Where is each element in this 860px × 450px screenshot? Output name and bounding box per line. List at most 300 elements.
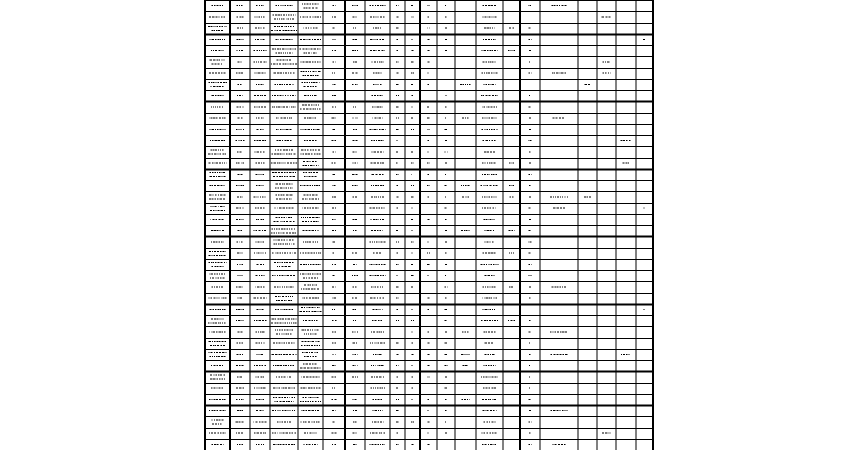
cell-text-mark [380, 286, 381, 287]
cell-text-mark [315, 118, 316, 119]
cell-text-mark [311, 129, 312, 130]
cell-text-mark [287, 322, 288, 323]
cell-text-mark [382, 219, 384, 220]
cell-text-mark [276, 343, 278, 344]
cell-text-mark [281, 266, 283, 267]
cell-text-mark [396, 444, 398, 445]
cell-text-mark [333, 28, 335, 29]
cell-text-mark [427, 84, 428, 85]
cell-text-mark [486, 331, 487, 332]
cell-text-mark [306, 388, 307, 389]
cell-text-mark [312, 71, 314, 72]
cell-text-mark [215, 39, 217, 40]
cell-text-mark [214, 230, 216, 231]
cell-text-mark [286, 129, 288, 130]
cell-text-mark [372, 129, 373, 130]
cell-text-mark [275, 217, 277, 218]
cell-text-mark [487, 410, 489, 411]
cell-text-mark [332, 185, 333, 186]
cell-text-mark [223, 206, 224, 207]
cell-text-mark [376, 16, 377, 17]
cell-text-mark [427, 264, 429, 265]
cell-text-mark [378, 410, 379, 411]
cell-text-mark [281, 376, 283, 377]
cell-text-mark [319, 185, 321, 186]
cell-text-mark [243, 399, 244, 400]
cell-text-mark [315, 176, 317, 177]
cell-text-mark [315, 208, 317, 209]
cell-text-mark [413, 421, 414, 422]
cell-text-mark [372, 106, 374, 107]
cell-text-mark [284, 376, 286, 377]
cell-text-mark [484, 196, 485, 197]
cell-text-mark [465, 331, 466, 332]
cell-text-mark [284, 262, 285, 263]
cell-text-mark [485, 16, 487, 17]
cell-text-mark [509, 28, 511, 29]
cell-text-mark [492, 286, 494, 287]
cell-text-mark [293, 322, 295, 323]
cell-text-mark [371, 151, 372, 152]
cell-text-mark [213, 118, 215, 119]
cell-text-mark [318, 105, 319, 106]
cell-text-mark [372, 275, 373, 276]
cell-text-mark [375, 354, 376, 355]
cell-text-mark [427, 253, 428, 254]
cell-text-mark [318, 253, 319, 254]
cell-text-mark [352, 39, 354, 40]
cell-text-mark [381, 433, 382, 434]
cell-text-mark [290, 176, 292, 177]
cell-text-mark [491, 118, 493, 119]
cell-text-mark [283, 195, 285, 196]
cell-text-mark [493, 365, 494, 366]
cell-text-mark [623, 140, 625, 141]
cell-text-mark [411, 275, 413, 276]
cell-text-mark [279, 199, 281, 200]
cell-text-mark [373, 365, 374, 366]
cell-text-mark [334, 264, 336, 265]
cell-text-mark [528, 275, 529, 276]
cell-text-mark [272, 318, 274, 319]
cell-text-mark [286, 154, 287, 155]
cell-text-mark [356, 174, 358, 175]
cell-text-mark [428, 410, 429, 411]
cell-text-mark [263, 129, 264, 130]
cell-text-mark [241, 163, 242, 164]
cell-text-mark [236, 421, 238, 422]
cell-text-mark [218, 140, 220, 141]
cell-text-mark [293, 221, 294, 222]
cell-text-mark [310, 71, 311, 72]
cell-text-mark [211, 399, 212, 400]
cell-text-mark [262, 185, 263, 186]
cell-text-mark [552, 286, 554, 287]
cell-text-mark [265, 73, 266, 74]
cell-text-mark [255, 286, 256, 287]
cell-text-mark [284, 140, 286, 141]
cell-text-mark [311, 52, 312, 53]
cell-text-mark [217, 172, 218, 173]
cell-text-mark [334, 388, 335, 389]
cell-text-mark [315, 334, 317, 335]
cell-text-mark [273, 365, 274, 366]
cell-text-mark [275, 150, 276, 151]
cell-text-mark [215, 262, 217, 263]
cell-text-mark [280, 73, 282, 74]
cell-text-mark [491, 331, 493, 332]
cell-text-mark [259, 410, 261, 411]
cell-text-mark [277, 95, 279, 96]
cell-text-mark [383, 16, 385, 17]
cell-text-mark [276, 129, 278, 130]
cell-text-mark [447, 95, 448, 96]
cell-text-mark [529, 331, 531, 332]
cell-text-mark [263, 388, 265, 389]
cell-text-mark [355, 140, 357, 141]
cell-text-mark [221, 273, 223, 274]
cell-text-mark [382, 129, 384, 130]
cell-text-mark [483, 5, 485, 6]
cell-text-mark [306, 264, 307, 265]
cell-text-mark [266, 50, 267, 51]
cell-text-mark [384, 388, 385, 389]
cell-text-mark [565, 410, 566, 411]
cell-text-mark [291, 300, 292, 301]
cell-text-mark [221, 30, 223, 31]
cell-text-mark [307, 86, 309, 87]
cell-text-mark [485, 343, 487, 344]
cell-text-mark [374, 421, 376, 422]
cell-text-mark [490, 376, 491, 377]
cell-text-mark [529, 241, 530, 242]
cell-text-mark [355, 253, 357, 254]
cell-text-mark [334, 73, 335, 74]
cell-text-mark [495, 16, 496, 17]
cell-text-mark [608, 73, 609, 74]
cell-text-mark [277, 208, 278, 209]
cell-text-mark [220, 345, 222, 346]
cell-text-mark [236, 163, 237, 164]
cell-text-mark [221, 298, 222, 299]
cell-text-mark [488, 388, 490, 389]
cell-text-mark [288, 388, 290, 389]
cell-text-mark [301, 71, 303, 72]
cell-text-mark [316, 376, 318, 377]
cell-text-mark [310, 334, 311, 335]
cell-text-mark [236, 354, 238, 355]
cell-text-mark [219, 298, 220, 299]
cell-text-mark [399, 264, 400, 265]
cell-text-mark [355, 5, 356, 6]
cell-text-mark [256, 343, 258, 344]
cell-text-mark [301, 307, 303, 308]
cell-text-mark [277, 64, 279, 65]
cell-text-mark [483, 140, 485, 141]
cell-text-mark [372, 174, 374, 175]
cell-text-mark [428, 331, 430, 332]
cell-text-mark [311, 172, 312, 173]
cell-text-mark [562, 118, 564, 119]
cell-text-mark [286, 150, 288, 151]
cell-text-mark [284, 176, 285, 177]
cell-text-mark [289, 228, 290, 229]
cell-text-mark [292, 354, 294, 355]
cell-text-mark [225, 433, 226, 434]
cell-text-mark [219, 410, 221, 411]
cell-text-mark [374, 61, 376, 62]
cell-text-mark [307, 150, 309, 151]
cell-text-mark [236, 309, 237, 310]
cell-text-mark [584, 196, 586, 197]
cell-text-mark [216, 5, 218, 6]
cell-text-mark [287, 421, 288, 422]
cell-text-mark [353, 230, 354, 231]
cell-text-mark [285, 365, 287, 366]
cell-text-mark [380, 151, 382, 152]
cell-text-mark [260, 151, 262, 152]
cell-text-mark [210, 219, 211, 220]
cell-text-mark [218, 73, 220, 74]
cell-text-mark [513, 50, 515, 51]
cell-text-mark [303, 61, 305, 62]
cell-text-mark [332, 151, 334, 152]
cell-text-mark [289, 240, 291, 241]
cell-text-mark [290, 19, 291, 20]
cell-text-mark [216, 255, 218, 256]
cell-text-mark [280, 244, 282, 245]
cell-text-mark [490, 241, 491, 242]
cell-text-mark [278, 129, 279, 130]
cell-text-mark [482, 298, 483, 299]
cell-text-mark [210, 172, 211, 173]
cell-text-mark [315, 433, 316, 434]
cell-text-mark [492, 241, 494, 242]
cell-text-mark [278, 244, 279, 245]
cell-text-mark [512, 50, 513, 51]
cell-text-mark [353, 399, 354, 400]
cell-text-mark [281, 19, 282, 20]
cell-text-mark [279, 30, 281, 31]
cell-text-mark [310, 221, 312, 222]
cell-text-mark [293, 30, 295, 31]
cell-text-mark [314, 3, 316, 4]
cell-text-mark [377, 230, 378, 231]
cell-text-mark [492, 16, 493, 17]
cell-text-mark [213, 309, 214, 310]
cell-text-mark [290, 365, 292, 366]
cell-text-mark [315, 129, 316, 130]
cell-text-mark [496, 185, 498, 186]
cell-text-mark [281, 300, 283, 301]
cell-text-mark [370, 433, 371, 434]
cell-text-mark [510, 50, 511, 51]
cell-text-mark [241, 399, 243, 400]
cell-text-mark [308, 397, 309, 398]
cell-text-mark [316, 217, 318, 218]
cell-text-mark [308, 95, 309, 96]
cell-text-mark [445, 151, 446, 152]
cell-text-mark [373, 50, 375, 51]
cell-text-mark [486, 388, 488, 389]
cell-text-mark [309, 16, 311, 17]
cell-text-mark [374, 163, 376, 164]
cell-text-mark [300, 16, 301, 17]
cell-text-mark [263, 253, 264, 254]
cell-text-mark [282, 286, 283, 287]
cell-text-mark [529, 421, 530, 422]
cell-text-mark [482, 118, 484, 119]
cell-text-mark [311, 352, 313, 353]
cell-text-mark [292, 232, 294, 233]
cell-text-mark [375, 365, 376, 366]
cell-text-mark [256, 118, 257, 119]
cell-text-mark [241, 253, 242, 254]
cell-text-mark [316, 71, 317, 72]
cell-text-mark [306, 277, 307, 278]
cell-text-mark [278, 397, 280, 398]
cell-text-mark [261, 399, 262, 400]
cell-text-mark [375, 174, 377, 175]
cell-text-mark [427, 376, 428, 377]
cell-text-mark [511, 230, 513, 231]
cell-text-mark [530, 5, 531, 6]
cell-text-mark [315, 401, 317, 402]
cell-text-mark [292, 262, 293, 263]
cell-text-mark [288, 343, 290, 344]
cell-text-mark [314, 165, 315, 166]
cell-text-mark [210, 39, 211, 40]
cell-text-mark [276, 244, 277, 245]
cell-text-mark [567, 410, 568, 411]
cell-text-mark [529, 163, 531, 164]
cell-text-mark [372, 343, 373, 344]
cell-text-mark [292, 39, 293, 40]
cell-text-mark [494, 331, 496, 332]
cell-text-mark [399, 174, 400, 175]
cell-text-mark [486, 185, 488, 186]
cell-text-mark [379, 331, 381, 332]
cell-text-mark [302, 298, 303, 299]
cell-text-mark [272, 172, 274, 173]
cell-text-mark [216, 118, 218, 119]
cell-text-mark [286, 199, 288, 200]
cell-text-mark [309, 82, 310, 83]
cell-text-mark [283, 354, 285, 355]
cell-text-mark [256, 410, 258, 411]
cell-text-mark [280, 444, 282, 445]
cell-text-mark [278, 187, 279, 188]
cell-text-mark [561, 444, 563, 445]
cell-text-mark [256, 196, 257, 197]
cell-text-mark [398, 241, 399, 242]
cell-text-mark [487, 286, 488, 287]
cell-text-mark [217, 433, 218, 434]
cell-text-mark [222, 219, 224, 220]
cell-text-mark [286, 262, 288, 263]
cell-text-mark [374, 376, 375, 377]
cell-text-mark [293, 187, 294, 188]
cell-text-mark [373, 253, 375, 254]
cell-text-mark [258, 208, 259, 209]
cell-text-mark [286, 343, 287, 344]
cell-text-mark [529, 286, 531, 287]
cell-text-mark [282, 309, 283, 310]
cell-text-mark [484, 73, 485, 74]
cell-text-mark [307, 208, 309, 209]
cell-text-mark [626, 354, 628, 355]
cell-text-mark [212, 199, 214, 200]
cell-text-mark [215, 322, 217, 323]
cell-text-mark [271, 322, 273, 323]
cell-text-mark [282, 48, 284, 49]
cell-text-mark [283, 444, 285, 445]
cell-text-mark [307, 241, 309, 242]
cell-text-mark [482, 399, 484, 400]
cell-text-mark [256, 399, 257, 400]
cell-text-mark [484, 219, 485, 220]
cell-text-mark [495, 61, 496, 62]
cell-text-mark [309, 7, 311, 8]
cell-text-mark [261, 28, 262, 29]
cell-text-mark [283, 388, 285, 389]
cell-text-mark [211, 241, 212, 242]
cell-text-mark [220, 39, 221, 40]
cell-text-mark [382, 174, 383, 175]
cell-text-mark [257, 433, 259, 434]
cell-text-mark [492, 433, 494, 434]
cell-text-mark [355, 185, 357, 186]
cell-text-mark [314, 185, 315, 186]
cell-text-mark [352, 174, 354, 175]
cell-text-mark [219, 352, 221, 353]
cell-text-mark [265, 196, 266, 197]
cell-text-mark [371, 185, 372, 186]
cell-text-mark [315, 71, 316, 72]
cell-text-mark [300, 264, 302, 265]
cell-text-mark [411, 354, 413, 355]
cell-text-mark [377, 118, 378, 119]
cell-text-mark [287, 172, 289, 173]
cell-text-mark [284, 286, 285, 287]
cell-text-mark [289, 244, 290, 245]
cell-text-mark [221, 16, 223, 17]
cell-text-mark [288, 444, 290, 445]
cell-text-mark [398, 118, 399, 119]
cell-text-mark [384, 208, 385, 209]
cell-text-mark [530, 241, 531, 242]
cell-text-mark [272, 354, 274, 355]
cell-text-mark [488, 106, 489, 107]
cell-text-mark [335, 343, 336, 344]
cell-text-mark [292, 183, 293, 184]
cell-text-mark [332, 331, 334, 332]
cell-text-mark [293, 365, 294, 366]
cell-text-mark [427, 16, 429, 17]
cell-text-mark [377, 16, 378, 17]
cell-text-mark [288, 187, 289, 188]
cell-text-mark [428, 309, 430, 310]
cell-text-mark [490, 410, 492, 411]
cell-text-mark [373, 264, 374, 265]
cell-text-mark [374, 241, 375, 242]
cell-text-mark [282, 39, 284, 40]
cell-text-mark [258, 118, 260, 119]
cell-text-mark [303, 230, 305, 231]
cell-text-mark [217, 444, 219, 445]
cell-text-mark [374, 151, 376, 152]
cell-text-mark [488, 365, 490, 366]
